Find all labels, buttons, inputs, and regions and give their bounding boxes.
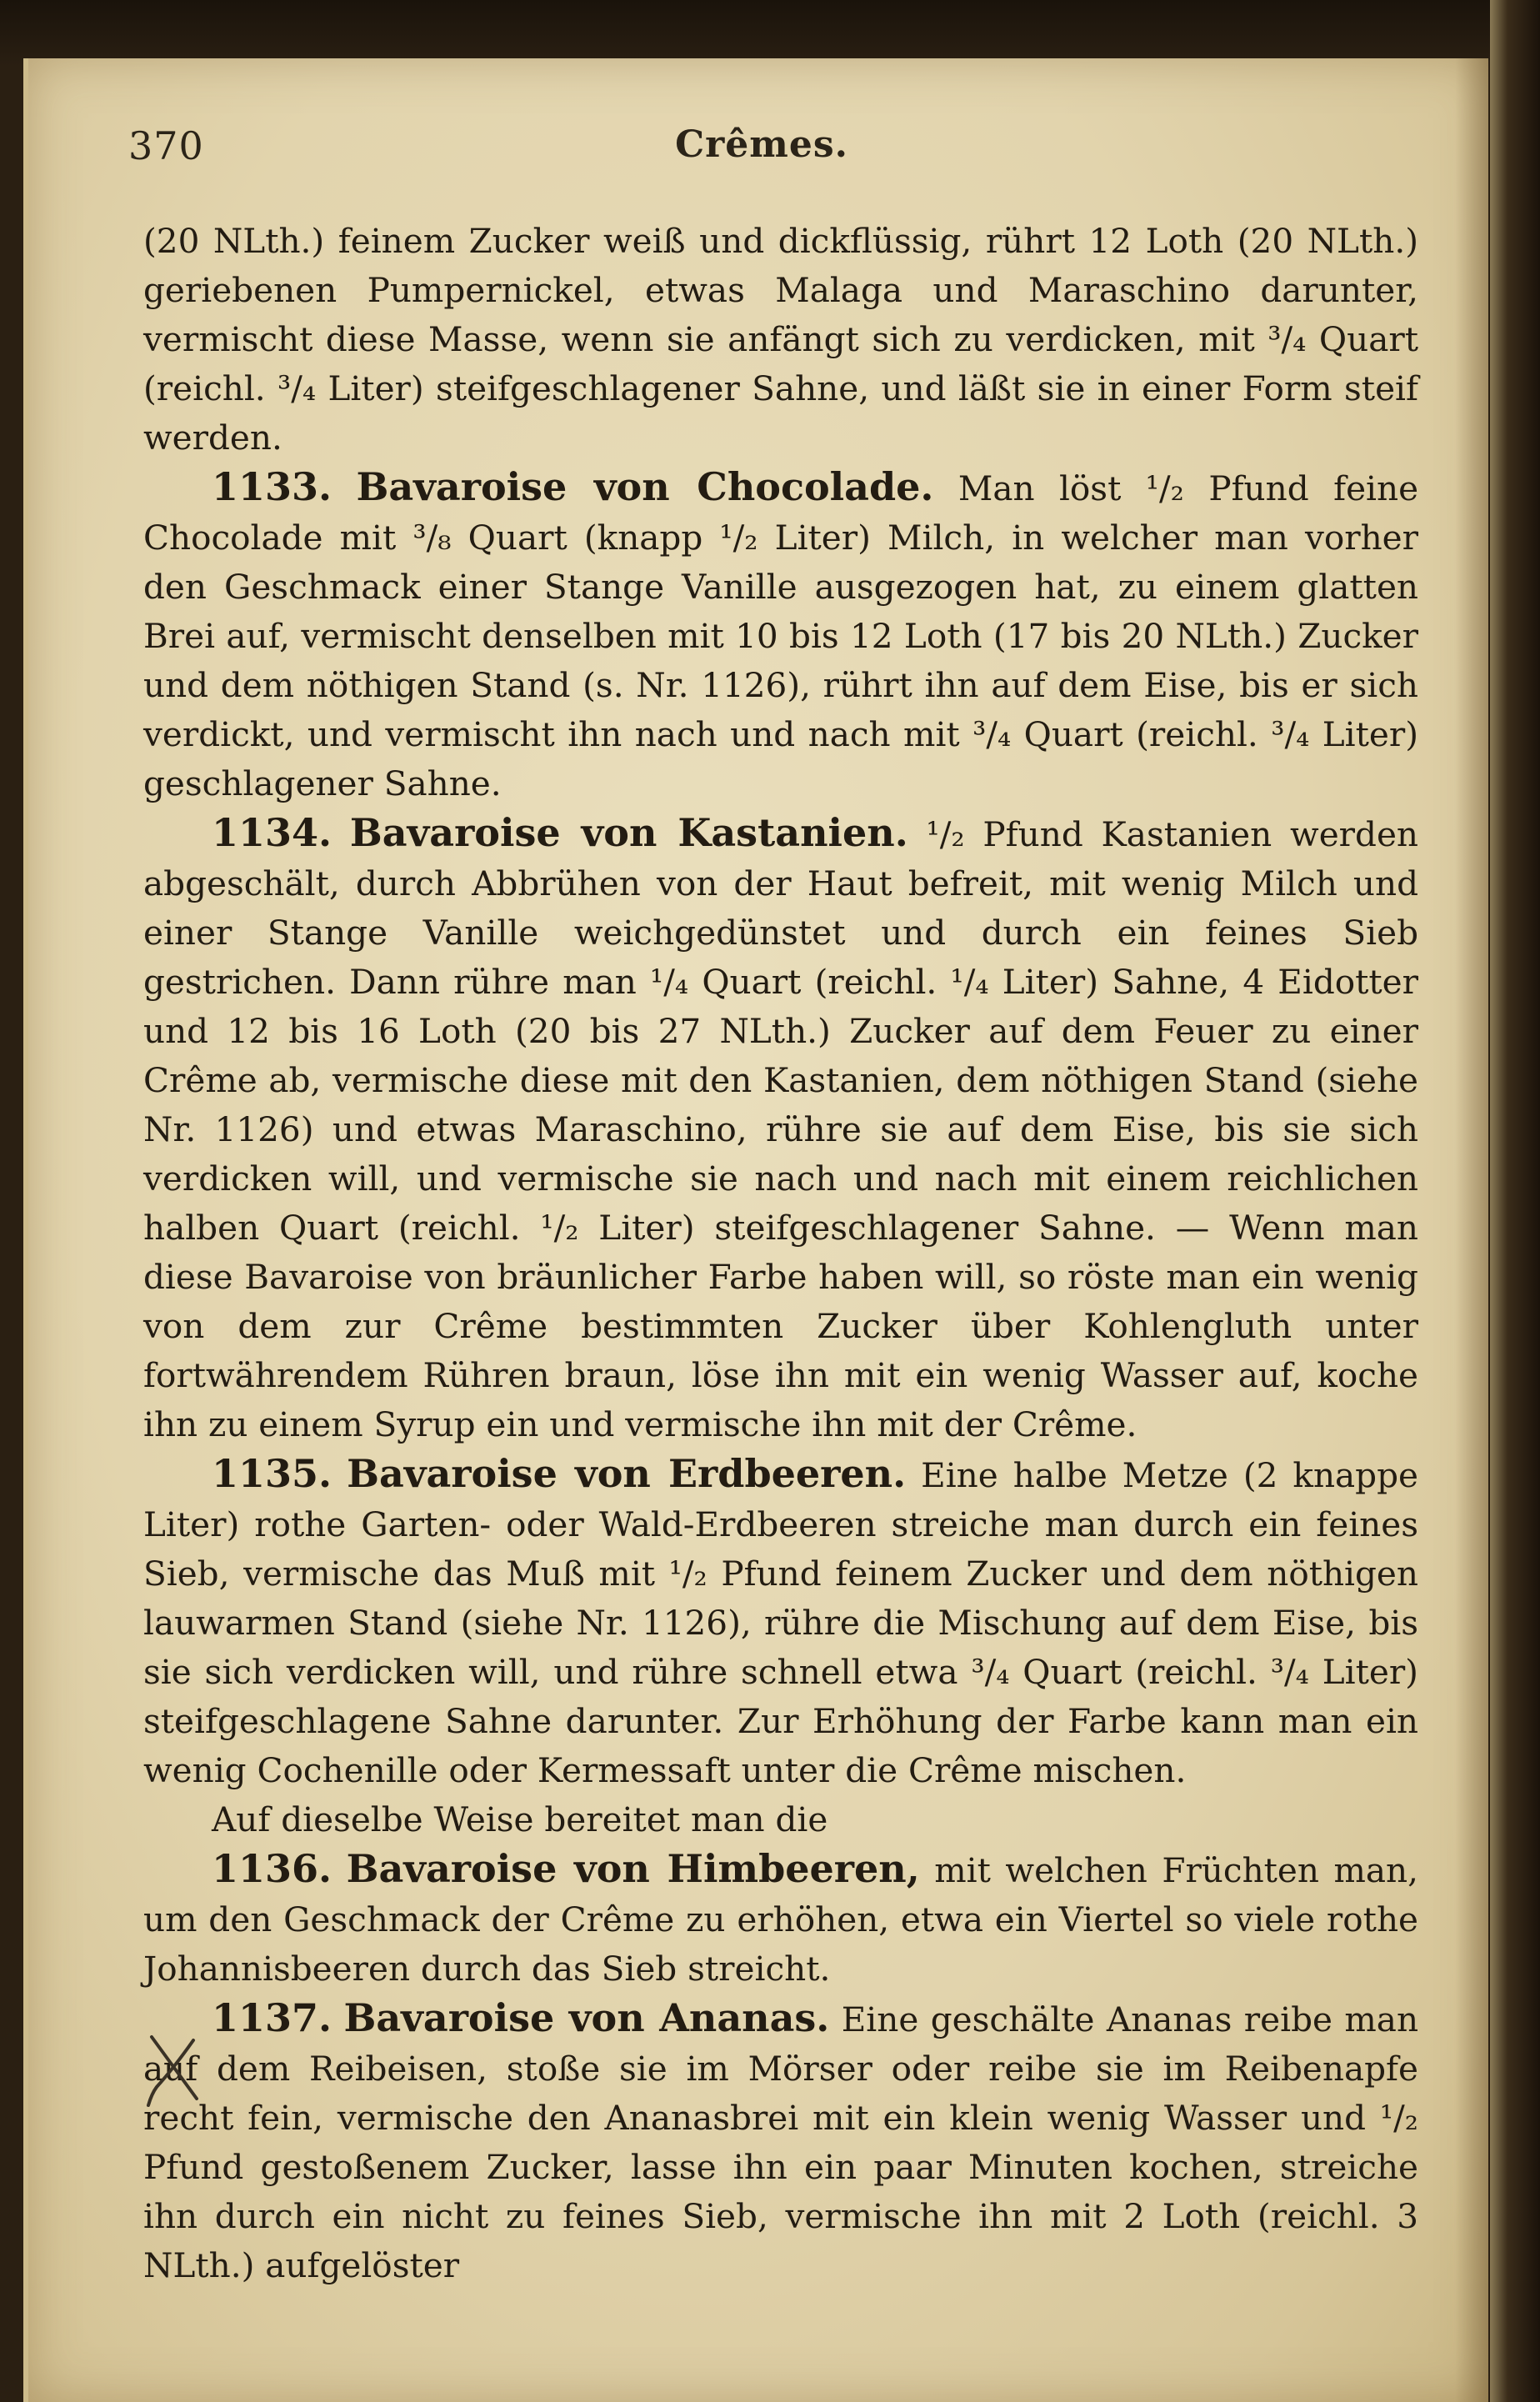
recipe-text: ¹/₂ Pfund Kastanien werden abgeschält, durch Abbrühen von der Haut befreit, mit wenig Milch und einer Stange Vanille weichgedünstet und durch ein feines Sieb gestrichen. Dann rühre man ¹/₄ Quart (reichl. ¹/₄ Liter) Sahne, 4 Eidotter und 12 bis 16 Loth (20 bis 27 NLth.) Zucker auf dem Feuer zu einer Crême ab, vermische diese mit den Kastanien, dem nöthigen Stand (siehe Nr. 1126) und etwas Maraschino, rühre sie auf dem Eise, bis sie sich verdicken will, und vermische sie nach und nach mit einem reichlichen halben Quart (reichl. ¹/₂ Liter) steifgeschlagener Sahne. — Wenn man diese Bavaroise von bräunlicher Farbe haben will, so röste man ein wenig von dem zur Crême bestimmten Zucker über Kohlengluth unter fortwährendem Rühren braun, löse ihn mit ein wenig Wasser auf, koche ihn zu einem Syrup ein und vermische ihn mit der Crême. <box>143 814 1418 1444</box>
transition-note: Auf dieselbe Weise bereitet man die <box>212 1799 828 1839</box>
recipe-title: Bavaroise von Chocolade. <box>356 464 934 509</box>
recipe-1133 <box>143 463 1418 808</box>
handwritten-cross-mark <box>145 2029 212 2112</box>
book-edge <box>1490 0 1540 2402</box>
continued-paragraph: (20 NLth.) feinem Zucker weiß und dickflüssig, rührt 12 Loth (20 NLth.) geriebenen Pumpernickel, etwas Malaga und Maraschino darunter, vermischt diese Masse, wenn sie anfängt sich zu verdicken, mit ³/₄ Quart (reichl. ³/₄ Liter) steifgeschlagener Sahne, und läßt sie in einer Form steif werden. <box>143 221 1418 458</box>
recipe-title: Bavaroise von Himbeeren, <box>346 1846 920 1891</box>
scan-background <box>0 0 1540 67</box>
recipe-title: Bavaroise von Erdbeeren. <box>347 1451 907 1496</box>
recipe-1137 <box>143 1994 1418 2290</box>
recipe-1136 <box>143 1844 1418 1994</box>
page-header <box>128 123 1395 182</box>
recipe-number: 1133. <box>212 464 332 509</box>
recipe-1134 <box>143 808 1418 1449</box>
recipe-number: 1134. <box>212 810 332 855</box>
recipe-title: Bavaroise von Ananas. <box>343 1995 830 2040</box>
book-page <box>23 58 1488 2402</box>
recipe-text: Eine halbe Metze (2 knappe Liter) rothe Garten- oder Wald-Erdbeeren streiche man durch ein feines Sieb, vermische das Muß mit ¹/₂ Pfund feinem Zucker und dem nöthigen lauwarmen Stand (siehe Nr. 1126), rühre die Mischung auf dem Eise, bis sie sich verdicken will, und rühre schnell etwa ³/₄ Quart (reichl. ³/₄ Liter) steifgeschlagene Sahne darunter. Zur Erhöhung der Farbe kann man ein wenig Cochenille oder Kermessaft unter die Crême mischen. <box>143 1455 1419 1790</box>
recipe-text: Eine geschälte Ananas reibe man auf dem Reibeisen, stoße sie im Mörser oder reibe sie im Reibenapfe recht fein, vermische den Ananasbrei mit ein klein wenig Wasser und ¹/₂ Pfund gestoßenem Zucker, lasse ihn ein paar Minuten kochen, streiche ihn durch ein nicht zu feines Sieb, vermische ihn mit 2 Loth (reichl. 3 NLth.) aufgelöster <box>143 1999 1419 2285</box>
recipe-number: 1135. <box>212 1451 332 1496</box>
recipe-number: 1136. <box>212 1846 332 1891</box>
running-title: Crêmes. <box>675 123 848 166</box>
recipe-1135 <box>143 1449 1418 1795</box>
recipe-title: Bavaroise von Kastanien. <box>349 810 908 855</box>
recipe-text: Man löst ¹/₂ Pfund feine Chocolade mit ³/₈ Quart (knapp ¹/₂ Liter) Milch, in welcher man vorher den Geschmack einer Stange Vanille ausgezogen hat, zu einem glatten Brei auf, vermischt denselben mit 10 bis 12 Loth (17 bis 20 NLth.) Zucker und dem nöthigen Stand (s. Nr. 1126), rührt ihn auf dem Eise, bis er sich verdickt, und vermischt ihn nach und nach mit ³/₄ Quart (reichl. ³/₄ Liter) geschlagener Sahne. <box>143 468 1419 803</box>
page-number: 370 <box>128 123 204 168</box>
body-text <box>143 217 1418 2290</box>
recipe-text: mit welchen Früchten man, um den Geschmack der Crême zu erhöhen, etwa ein Viertel so viele rothe Johannisbeeren durch das Sieb streicht. <box>143 1850 1418 1989</box>
recipe-number: 1137. <box>212 1995 332 2040</box>
